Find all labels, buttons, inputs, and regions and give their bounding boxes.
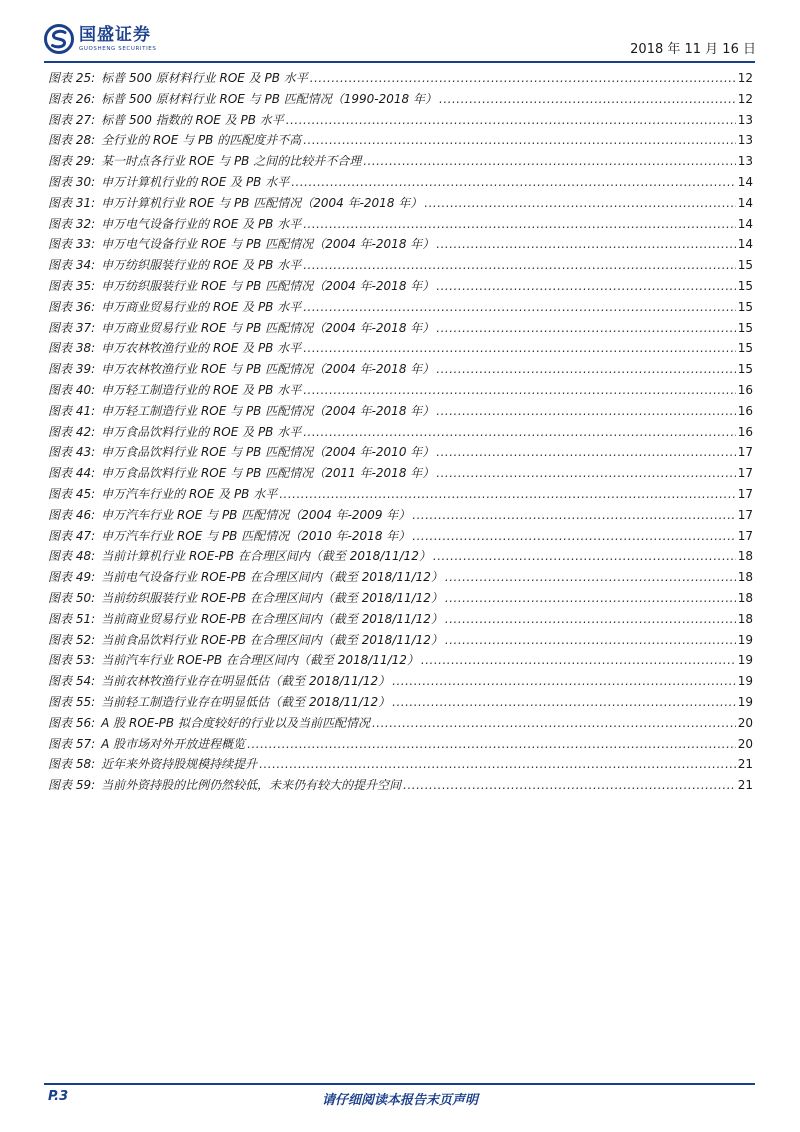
toc-entry[interactable] <box>48 235 753 256</box>
toc-entry-page: 15 <box>737 258 753 273</box>
toc-entry-page: 16 <box>737 424 753 439</box>
toc-entry-page: 14 <box>737 174 753 189</box>
toc-entry-label: 图表 56: <box>48 715 96 730</box>
toc-entry-label: 图表 26: <box>48 91 96 106</box>
toc-entry-page: 14 <box>737 195 753 210</box>
brand-logo <box>44 24 156 54</box>
toc-dot-leader <box>303 258 735 272</box>
toc-entry-page: 15 <box>737 278 753 293</box>
toc-dot-leader <box>392 674 736 688</box>
toc-dot-leader <box>310 71 736 85</box>
toc-entry-title: 申万纺织服装行业 ROE 与 PB 匹配情况（2004 年-2018 年） <box>101 278 435 293</box>
toc-entry-title: 申万轻工制造行业的 ROE 及 PB 水平 <box>101 382 302 397</box>
toc-dot-leader <box>286 113 736 127</box>
toc-entry[interactable] <box>48 568 753 589</box>
toc-entry-title: 申万农林牧渔行业的 ROE 及 PB 水平 <box>101 341 302 356</box>
toc-dot-leader <box>421 653 736 667</box>
toc-dot-leader <box>403 778 736 792</box>
toc-entry[interactable] <box>48 173 753 194</box>
toc-entry-title: 近年来外资持股规模持续提升 <box>101 757 258 772</box>
toc-entry[interactable] <box>48 527 753 548</box>
toc-entry-title: 申万计算机行业 ROE 与 PB 匹配情况（2004 年-2018 年） <box>101 195 423 210</box>
toc-entry-title: 申万电气设备行业 ROE 与 PB 匹配情况（2004 年-2018 年） <box>101 237 435 252</box>
toc-dot-leader <box>436 362 735 376</box>
report-date: 2018 年 11 月 16 日 <box>630 42 756 57</box>
toc-dot-leader <box>291 175 735 189</box>
header-divider <box>44 61 755 63</box>
toc-entry-title: 某一时点各行业 ROE 与 PB 之间的比较并不合理 <box>101 154 362 169</box>
toc-entry-title: 申万汽车行业 ROE 与 PB 匹配情况（2004 年-2009 年） <box>101 507 411 522</box>
figure-index-list <box>48 69 753 797</box>
toc-entry-label: 图表 46: <box>48 507 96 522</box>
toc-entry[interactable] <box>48 111 753 132</box>
toc-entry-title: 申万轻工制造行业 ROE 与 PB 匹配情况（2004 年-2018 年） <box>101 403 435 418</box>
toc-entry-title: 当前轻工制造行业存在明显低估（截至 2018/11/12） <box>101 694 391 709</box>
toc-entry[interactable] <box>48 90 753 111</box>
toc-entry-page: 16 <box>737 382 753 397</box>
toc-entry-title: 申万纺织服装行业的 ROE 及 PB 水平 <box>101 258 302 273</box>
toc-entry-page: 13 <box>737 154 753 169</box>
toc-entry[interactable] <box>48 298 753 319</box>
toc-entry-label: 图表 42: <box>48 424 96 439</box>
toc-dot-leader <box>436 321 735 335</box>
toc-dot-leader <box>436 404 735 418</box>
toc-entry-title: 当前计算机行业 ROE-PB 在合理区间内（截至 2018/11/12） <box>101 549 431 564</box>
toc-entry-label: 图表 58: <box>48 757 96 772</box>
toc-dot-leader <box>436 445 735 459</box>
toc-dot-leader <box>392 695 736 709</box>
toc-entry-page: 18 <box>737 549 753 564</box>
toc-entry[interactable] <box>48 589 753 610</box>
toc-entry[interactable] <box>48 485 753 506</box>
toc-entry-label: 图表 37: <box>48 320 96 335</box>
toc-entry[interactable] <box>48 547 753 568</box>
toc-entry-title: 当前外资持股的比例仍然较低，未来仍有较大的提升空间 <box>101 778 402 793</box>
toc-dot-leader <box>303 425 735 439</box>
toc-entry-label: 图表 48: <box>48 549 96 564</box>
toc-entry-title: 申万汽车行业的 ROE 及 PB 水平 <box>101 486 278 501</box>
brand-name: 国盛证券 <box>79 24 151 45</box>
toc-entry-page: 18 <box>737 611 753 626</box>
footer-divider <box>44 1083 755 1085</box>
toc-dot-leader <box>436 237 735 251</box>
toc-dot-leader <box>303 341 735 355</box>
toc-entry-page: 20 <box>737 715 753 730</box>
toc-entry-page: 19 <box>737 632 753 647</box>
toc-entry-label: 图表 36: <box>48 299 96 314</box>
toc-entry[interactable] <box>48 631 753 652</box>
toc-dot-leader <box>445 612 736 626</box>
toc-dot-leader <box>436 466 735 480</box>
toc-entry[interactable] <box>48 443 753 464</box>
toc-entry-label: 图表 32: <box>48 216 96 231</box>
toc-entry-page: 17 <box>737 507 753 522</box>
toc-entry-title: 当前农林牧渔行业存在明显低估（截至 2018/11/12） <box>101 674 391 689</box>
toc-entry-page: 17 <box>737 528 753 543</box>
toc-dot-leader <box>445 633 736 647</box>
toc-entry-title: 全行业的 ROE 与 PB 的匹配度并不高 <box>101 133 302 148</box>
toc-dot-leader <box>247 737 736 751</box>
toc-entry[interactable] <box>48 755 753 776</box>
toc-entry-label: 图表 45: <box>48 486 96 501</box>
toc-entry[interactable] <box>48 277 753 298</box>
toc-entry-label: 图表 29: <box>48 154 96 169</box>
toc-entry-label: 图表 51: <box>48 611 96 626</box>
toc-entry-page: 21 <box>737 778 753 793</box>
toc-entry-title: 当前电气设备行业 ROE-PB 在合理区间内（截至 2018/11/12） <box>101 570 443 585</box>
toc-entry-page: 18 <box>737 570 753 585</box>
toc-entry-label: 图表 54: <box>48 674 96 689</box>
toc-dot-leader <box>303 217 735 231</box>
toc-entry-label: 图表 28: <box>48 133 96 148</box>
toc-dot-leader <box>372 716 736 730</box>
toc-dot-leader <box>303 133 735 147</box>
toc-entry-page: 15 <box>737 341 753 356</box>
toc-entry[interactable] <box>48 131 753 152</box>
toc-entry[interactable] <box>48 651 753 672</box>
toc-entry-page: 12 <box>737 91 753 106</box>
toc-entry[interactable] <box>48 152 753 173</box>
toc-entry-label: 图表 43: <box>48 445 96 460</box>
toc-dot-leader <box>445 570 736 584</box>
toc-entry-page: 14 <box>737 216 753 231</box>
toc-entry-title: 当前商业贸易行业 ROE-PB 在合理区间内（截至 2018/11/12） <box>101 611 443 626</box>
toc-entry-label: 图表 59: <box>48 778 96 793</box>
toc-entry-page: 16 <box>737 403 753 418</box>
toc-entry-label: 图表 40: <box>48 382 96 397</box>
guosheng-logo-icon <box>44 24 74 54</box>
toc-entry-page: 19 <box>737 653 753 668</box>
toc-dot-leader <box>436 279 735 293</box>
toc-entry-label: 图表 25: <box>48 71 96 85</box>
toc-entry-label: 图表 33: <box>48 237 96 252</box>
toc-dot-leader <box>279 487 735 501</box>
toc-entry-label: 图表 31: <box>48 195 96 210</box>
toc-entry[interactable] <box>48 256 753 277</box>
toc-entry[interactable] <box>48 69 753 90</box>
toc-entry-page: 19 <box>737 694 753 709</box>
toc-dot-leader <box>363 154 735 168</box>
toc-entry-title: 申万商业贸易行业的 ROE 及 PB 水平 <box>101 299 302 314</box>
toc-entry-title: 标普 500 原材料行业 ROE 与 PB 匹配情况（1990-2018 年） <box>101 91 437 106</box>
toc-entry-label: 图表 47: <box>48 528 96 543</box>
toc-entry[interactable] <box>48 360 753 381</box>
toc-entry-label: 图表 50: <box>48 590 96 605</box>
toc-dot-leader <box>433 549 736 563</box>
toc-entry-label: 图表 38: <box>48 341 96 356</box>
toc-entry-label: 图表 27: <box>48 112 96 127</box>
toc-entry-label: 图表 39: <box>48 362 96 377</box>
page-number: P.3 <box>48 1089 69 1104</box>
toc-entry-page: 17 <box>737 466 753 481</box>
toc-entry-title: 当前纺织服装行业 ROE-PB 在合理区间内（截至 2018/11/12） <box>101 590 443 605</box>
toc-entry-label: 图表 41: <box>48 403 96 418</box>
toc-entry-label: 图表 30: <box>48 174 96 189</box>
toc-dot-leader <box>445 591 736 605</box>
toc-entry[interactable] <box>48 464 753 485</box>
toc-entry-page: 17 <box>737 486 753 501</box>
toc-entry[interactable] <box>48 215 753 236</box>
toc-entry-page: 14 <box>737 237 753 252</box>
toc-entry-title: 标普 500 指数的 ROE 及 PB 水平 <box>101 112 284 127</box>
toc-entry-page: 13 <box>737 112 753 127</box>
toc-entry-page: 15 <box>737 362 753 377</box>
toc-dot-leader <box>424 196 735 210</box>
toc-entry-label: 图表 44: <box>48 466 96 481</box>
toc-entry-label: 图表 57: <box>48 736 96 751</box>
toc-entry-title: 申万食品饮料行业 ROE 与 PB 匹配情况（2011 年-2018 年） <box>101 466 435 481</box>
toc-entry-page: 18 <box>737 590 753 605</box>
toc-entry-label: 图表 52: <box>48 632 96 647</box>
brand-name-en: GUOSHENG SECURITIES <box>79 45 157 52</box>
toc-entry-page: 13 <box>737 133 753 148</box>
toc-entry-title: 申万电气设备行业的 ROE 及 PB 水平 <box>101 216 302 231</box>
toc-entry-title: 申万食品饮料行业的 ROE 及 PB 水平 <box>101 424 302 439</box>
toc-entry-title: 申万汽车行业 ROE 与 PB 匹配情况（2010 年-2018 年） <box>101 528 411 543</box>
toc-entry[interactable] <box>48 381 753 402</box>
toc-entry-page: 12 <box>737 71 753 85</box>
toc-dot-leader <box>439 92 736 106</box>
toc-entry-page: 17 <box>737 445 753 460</box>
toc-entry[interactable] <box>48 610 753 631</box>
toc-entry-title: 当前食品饮料行业 ROE-PB 在合理区间内（截至 2018/11/12） <box>101 632 443 647</box>
toc-dot-leader <box>259 757 736 771</box>
toc-entry-page: 21 <box>737 757 753 772</box>
toc-entry-label: 图表 49: <box>48 570 96 585</box>
toc-entry[interactable] <box>48 506 753 527</box>
toc-entry[interactable] <box>48 672 753 693</box>
toc-dot-leader <box>303 383 735 397</box>
toc-entry[interactable] <box>48 735 753 756</box>
toc-entry-title: A 股 ROE-PB 拟合度较好的行业以及当前匹配情况 <box>101 715 370 730</box>
toc-entry[interactable] <box>48 319 753 340</box>
toc-entry[interactable] <box>48 423 753 444</box>
toc-entry-title: 申万农林牧渔行业 ROE 与 PB 匹配情况（2004 年-2018 年） <box>101 362 435 377</box>
toc-entry-page: 15 <box>737 299 753 314</box>
toc-dot-leader <box>412 529 735 543</box>
toc-entry-label: 图表 55: <box>48 694 96 709</box>
footer-disclaimer: 请仔细阅读本报告末页声明 <box>321 1093 478 1108</box>
page-header <box>0 0 800 64</box>
toc-entry-page: 19 <box>737 674 753 689</box>
toc-entry[interactable] <box>48 402 753 423</box>
toc-entry[interactable] <box>48 194 753 215</box>
toc-entry-title: 申万商业贸易行业 ROE 与 PB 匹配情况（2004 年-2018 年） <box>101 320 435 335</box>
toc-entry-label: 图表 35: <box>48 278 96 293</box>
toc-entry[interactable] <box>48 714 753 735</box>
toc-entry[interactable] <box>48 776 753 797</box>
toc-entry-title: 标普 500 原材料行业 ROE 及 PB 水平 <box>101 71 308 85</box>
toc-entry-page: 15 <box>737 320 753 335</box>
toc-entry-label: 图表 34: <box>48 258 96 273</box>
toc-entry-title: 当前汽车行业 ROE-PB 在合理区间内（截至 2018/11/12） <box>101 653 419 668</box>
toc-dot-leader <box>412 508 735 522</box>
toc-entry-title: 申万计算机行业的 ROE 及 PB 水平 <box>101 174 290 189</box>
toc-entry-label: 图表 53: <box>48 653 96 668</box>
toc-entry-page: 20 <box>737 736 753 751</box>
toc-entry[interactable] <box>48 693 753 714</box>
toc-dot-leader <box>303 300 735 314</box>
toc-entry[interactable] <box>48 339 753 360</box>
toc-entry-title: A 股市场对外开放进程概览 <box>101 736 246 751</box>
toc-entry-title: 申万食品饮料行业 ROE 与 PB 匹配情况（2004 年-2010 年） <box>101 445 435 460</box>
